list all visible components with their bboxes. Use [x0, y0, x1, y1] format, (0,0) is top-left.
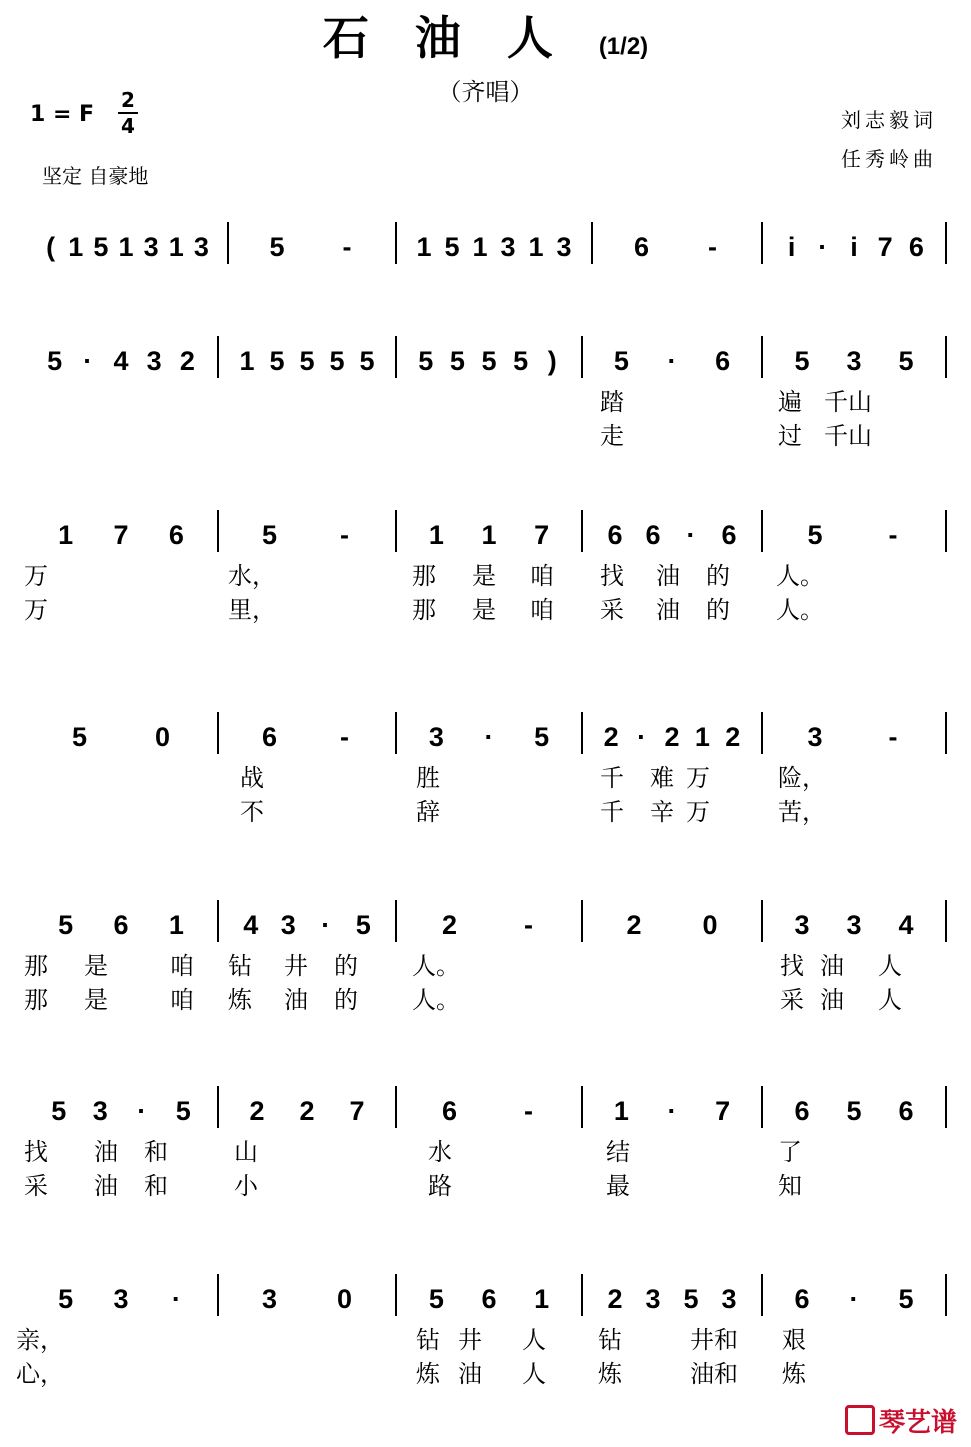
- note: 1: [118, 232, 134, 262]
- note: 1: [416, 232, 432, 262]
- lyric: 过: [778, 422, 802, 450]
- lyric: 是: [84, 986, 108, 1014]
- lyric: 油: [656, 562, 680, 590]
- note: 0: [702, 910, 718, 940]
- note: 6: [898, 1096, 914, 1126]
- note: 2: [441, 910, 458, 940]
- lyric: 钻: [598, 1326, 622, 1354]
- note: 6: [645, 520, 661, 550]
- note: 1: [472, 232, 488, 262]
- note: 6: [168, 520, 184, 550]
- lyric: 人: [878, 952, 902, 980]
- note: -: [340, 520, 349, 550]
- note: 1: [239, 346, 255, 376]
- lyric: 不: [240, 798, 264, 826]
- lyric: 那: [24, 986, 48, 1014]
- note: 1: [528, 232, 544, 262]
- note: 3: [143, 232, 159, 262]
- lyric: 水: [428, 1138, 452, 1166]
- note: 5: [613, 346, 629, 376]
- note: 6: [607, 520, 623, 550]
- lyric: 人: [878, 986, 902, 1014]
- lyric: 人。: [776, 596, 824, 624]
- note: 0: [154, 722, 171, 752]
- note: 3: [846, 346, 862, 376]
- note: 6: [794, 1096, 810, 1126]
- note: 6: [441, 1096, 458, 1126]
- note: 5: [846, 1096, 862, 1126]
- note: 1: [168, 910, 184, 940]
- lyric: 千: [600, 798, 624, 826]
- watermark-text: 琴艺谱: [878, 1408, 957, 1438]
- lyric: 万: [24, 562, 48, 590]
- note: ·: [137, 1096, 147, 1126]
- lyric: 咱: [170, 986, 194, 1014]
- lyric: 万: [686, 798, 710, 826]
- lyric: 炼: [782, 1360, 806, 1388]
- lyric: 炼: [228, 986, 252, 1014]
- lyric: 心，: [16, 1360, 64, 1388]
- note: 5: [58, 1284, 74, 1314]
- note: 1: [534, 1284, 550, 1314]
- lyric: 了: [778, 1138, 802, 1166]
- lyric: 和: [144, 1172, 168, 1200]
- note: 6: [721, 520, 737, 550]
- lyric: 万: [686, 764, 710, 792]
- lyric: 人。: [776, 562, 824, 590]
- note: ·: [849, 1284, 859, 1314]
- note: 3: [645, 1284, 661, 1314]
- lyric: 咱: [530, 562, 554, 590]
- lyric: 千山: [824, 422, 872, 450]
- lyric: 油和: [690, 1360, 738, 1388]
- lyric: 找: [780, 952, 804, 980]
- note: 6: [113, 910, 129, 940]
- lyric: 水，: [228, 562, 276, 590]
- lyric: 炼: [598, 1360, 622, 1388]
- lyric: 找: [600, 562, 624, 590]
- note: 5: [807, 520, 823, 550]
- time-signature-top: 2: [121, 88, 135, 112]
- watermark-logo-icon: [845, 1405, 875, 1435]
- note: 1: [481, 520, 497, 550]
- lyric: 的: [334, 952, 358, 980]
- lyric: 山: [234, 1138, 258, 1166]
- note: 2: [626, 910, 642, 940]
- note: 2: [664, 722, 680, 752]
- note: 3: [794, 910, 810, 940]
- note: 5: [683, 1284, 699, 1314]
- lyric: 井和: [690, 1326, 738, 1354]
- note: 1: [613, 1096, 629, 1126]
- lyric: 那: [412, 562, 436, 590]
- note: 3: [92, 1096, 108, 1126]
- lyric: 炼: [416, 1360, 440, 1388]
- lyric: 辞: [416, 798, 440, 826]
- note: 5: [269, 346, 285, 376]
- note: ·: [686, 520, 696, 550]
- lyric: 苦，: [778, 798, 826, 826]
- note: 3: [193, 232, 209, 262]
- note: 2: [607, 1284, 623, 1314]
- note: 1: [428, 520, 444, 550]
- lyric: 人: [522, 1326, 546, 1354]
- lyric: 人。: [412, 952, 460, 980]
- note: 3: [113, 1284, 129, 1314]
- lyric: 的: [706, 596, 730, 624]
- watermark: [845, 1402, 957, 1439]
- note: -: [888, 520, 898, 550]
- note: ): [547, 346, 557, 376]
- tempo-marking: 坚定 自豪地: [42, 164, 149, 188]
- note: 5: [449, 346, 465, 376]
- note: 6: [633, 232, 650, 262]
- song-subtitle: （齐唱）: [437, 78, 534, 106]
- lyric: 难: [650, 764, 674, 792]
- note: 2: [299, 1096, 315, 1126]
- lyric: 咱: [530, 596, 554, 624]
- lyric: 油: [458, 1360, 482, 1388]
- lyric: 是: [472, 562, 496, 590]
- note: (: [46, 232, 56, 262]
- note: 3: [807, 722, 823, 752]
- lyric: 油: [820, 952, 844, 980]
- lyric: 是: [472, 596, 496, 624]
- lyric: 知: [778, 1172, 802, 1200]
- lyric: 遍: [778, 388, 802, 416]
- note: 6: [908, 232, 924, 262]
- lyric: 辛: [650, 798, 674, 826]
- note: ·: [637, 722, 647, 752]
- lyric: 艰: [782, 1326, 806, 1354]
- note: 5: [534, 722, 550, 752]
- key-signature: 1 = F: [30, 102, 95, 127]
- note: 7: [715, 1096, 731, 1126]
- lyric: 结: [606, 1138, 630, 1166]
- note: 2: [603, 722, 619, 752]
- note: 2: [249, 1096, 265, 1126]
- lyric: 采: [600, 596, 624, 624]
- lyric: 那: [24, 952, 48, 980]
- note: 0: [336, 1284, 353, 1314]
- lyric: 是: [84, 952, 108, 980]
- lyric: 万: [24, 596, 48, 624]
- note: 5: [355, 910, 371, 940]
- note: 5: [269, 232, 285, 262]
- note: 1: [168, 232, 184, 262]
- note: 6: [715, 346, 731, 376]
- lyric: 的: [706, 562, 730, 590]
- lyric: 油: [820, 986, 844, 1014]
- lyric: 小: [234, 1172, 258, 1200]
- note: 4: [243, 910, 259, 940]
- lyric: 那: [412, 596, 436, 624]
- note: -: [888, 722, 898, 752]
- lyric: 里，: [228, 596, 276, 624]
- note: 5: [418, 346, 434, 376]
- note: 5: [444, 232, 460, 262]
- lyric: 咱: [170, 952, 194, 980]
- song-part: (1/2): [598, 33, 649, 60]
- note: 5: [898, 346, 914, 376]
- note: 6: [481, 1284, 497, 1314]
- lyric: 胜: [416, 764, 440, 792]
- note: 3: [721, 1284, 737, 1314]
- lyric: 钻: [228, 952, 252, 980]
- note: 5: [513, 346, 529, 376]
- lyric: 油: [94, 1172, 118, 1200]
- lyric: 井: [284, 952, 308, 980]
- note: 7: [534, 520, 550, 550]
- composer-credit: 任秀岭曲: [841, 147, 937, 171]
- note: ·: [667, 1096, 677, 1126]
- lyric: 亲，: [16, 1326, 64, 1354]
- note: 1: [694, 722, 710, 752]
- lyric: 人。: [412, 986, 460, 1014]
- note: 5: [359, 346, 375, 376]
- note: -: [524, 910, 533, 940]
- note: 5: [329, 346, 345, 376]
- lyric: 人: [522, 1360, 546, 1388]
- note: ·: [321, 910, 331, 940]
- lyric: 采: [780, 986, 804, 1014]
- note: -: [708, 232, 717, 262]
- note: 5: [299, 346, 315, 376]
- lyric: 井: [458, 1326, 482, 1354]
- note: ·: [83, 346, 93, 376]
- note: 4: [113, 346, 129, 376]
- lyric: 最: [606, 1172, 630, 1200]
- note: 3: [556, 232, 572, 262]
- lyric: 油: [656, 596, 680, 624]
- note: 3: [500, 232, 516, 262]
- note: i: [787, 232, 796, 262]
- note: 7: [349, 1096, 365, 1126]
- note: 5: [47, 346, 63, 376]
- note: 1: [68, 232, 84, 262]
- note: ·: [667, 346, 677, 376]
- note: 3: [428, 722, 444, 752]
- lyric: 战: [240, 764, 264, 792]
- note: 5: [58, 910, 74, 940]
- note: 5: [93, 232, 109, 262]
- lyric: 找: [24, 1138, 48, 1166]
- lyric: 油: [284, 986, 308, 1014]
- lyric: 千山: [824, 388, 872, 416]
- lyric: 踏: [600, 388, 624, 416]
- lyric: 和: [144, 1138, 168, 1166]
- note: 7: [877, 232, 893, 262]
- note: ·: [484, 722, 494, 752]
- note: -: [340, 722, 349, 752]
- note: 1: [58, 520, 74, 550]
- note: 2: [179, 346, 195, 376]
- lyric: 险，: [778, 764, 826, 792]
- note: 5: [71, 722, 88, 752]
- note: 5: [898, 1284, 914, 1314]
- note: 5: [794, 346, 810, 376]
- lyric: 钻: [416, 1326, 440, 1354]
- time-signature-bottom: 4: [121, 114, 135, 138]
- note: 6: [794, 1284, 810, 1314]
- note: 3: [280, 910, 296, 940]
- lyric: 路: [428, 1172, 452, 1200]
- lyric: 采: [24, 1172, 48, 1200]
- note: 5: [261, 520, 278, 550]
- note: 3: [146, 346, 162, 376]
- note: -: [524, 1096, 533, 1126]
- note: 3: [261, 1284, 278, 1314]
- note: 5: [51, 1096, 67, 1126]
- note: ·: [818, 232, 828, 262]
- note: 5: [481, 346, 497, 376]
- lyric: 油: [94, 1138, 118, 1166]
- note: i: [850, 232, 858, 262]
- lyric: 走: [600, 422, 624, 450]
- song-title-text: 石油人: [322, 11, 599, 65]
- lyric: 千: [600, 764, 624, 792]
- note: 5: [175, 1096, 191, 1126]
- note: -: [342, 232, 352, 262]
- note: ·: [171, 1284, 181, 1314]
- note: 6: [261, 722, 278, 752]
- lyric: 的: [334, 986, 358, 1014]
- note: 2: [725, 722, 741, 752]
- note: 3: [846, 910, 862, 940]
- lyricist-credit: 刘志毅词: [841, 108, 937, 132]
- note: 4: [898, 910, 914, 940]
- note: 5: [428, 1284, 444, 1314]
- note: 7: [113, 520, 129, 550]
